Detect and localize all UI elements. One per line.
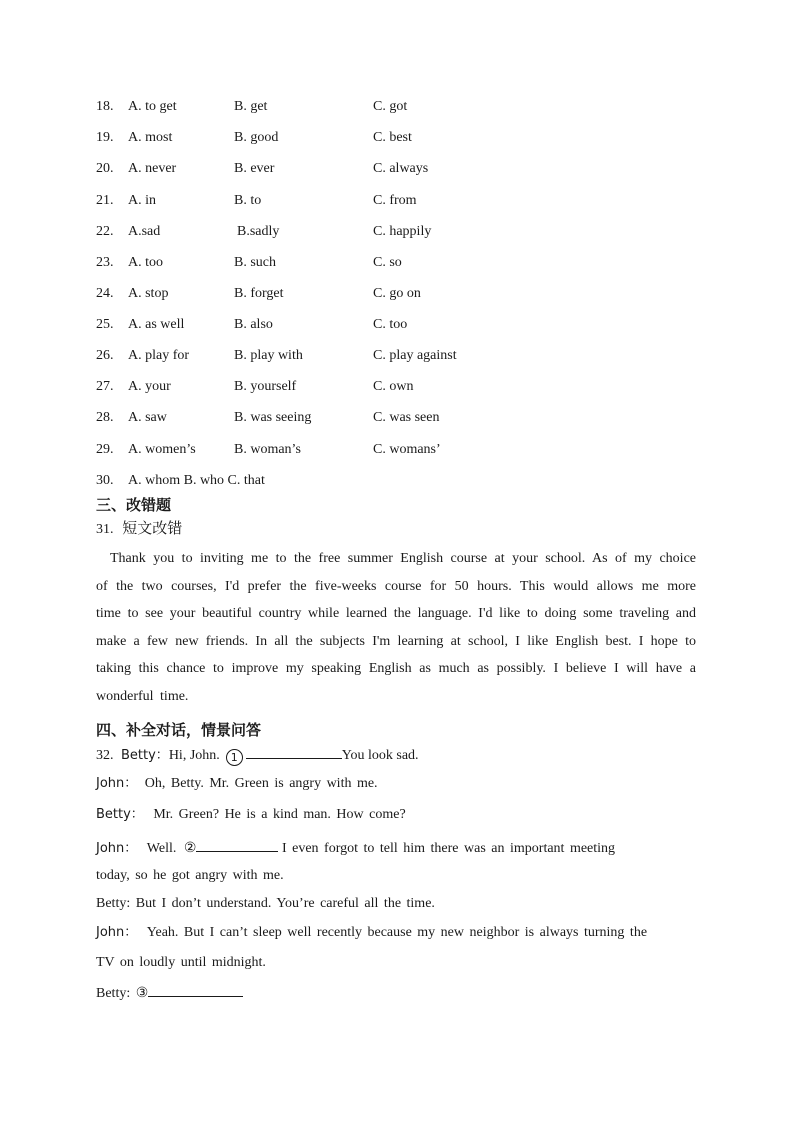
dialogue-text: I even forgot to tell him there was an important meeting bbox=[281, 841, 616, 856]
section-4-title: 四、补全对话，情景问答 bbox=[96, 721, 262, 739]
option-b: B. forget bbox=[234, 286, 284, 301]
question-number: 31. bbox=[96, 522, 114, 537]
question-30-options: A. whom B. who C. that bbox=[128, 473, 265, 488]
option-c: C. too bbox=[373, 317, 408, 332]
question-number: 21. bbox=[96, 193, 114, 208]
option-b: B.sadly bbox=[237, 224, 280, 239]
dialogue-text: You look sad. bbox=[341, 748, 419, 763]
option-b: B. was seeing bbox=[234, 410, 312, 425]
option-a: A. too bbox=[128, 255, 163, 270]
option-b: B. woman’s bbox=[234, 442, 301, 457]
question-number: 24. bbox=[96, 286, 114, 301]
option-c: C. got bbox=[373, 99, 408, 114]
option-b: B. play with bbox=[234, 348, 303, 363]
answer-blank-2[interactable] bbox=[196, 836, 278, 852]
option-a: A. play for bbox=[128, 348, 190, 363]
speaker-betty: Betty： bbox=[96, 807, 144, 822]
dialogue-line-6 bbox=[96, 894, 435, 914]
speaker-john: John： bbox=[96, 841, 138, 856]
question-number: 26. bbox=[96, 348, 114, 363]
option-b: B. ever bbox=[234, 161, 275, 176]
speaker-betty: Betty: bbox=[96, 986, 131, 1001]
dialogue-text: Oh, Betty. Mr. Green is angry with me. bbox=[144, 776, 378, 791]
question-number: 29. bbox=[96, 442, 114, 457]
option-a: A. your bbox=[128, 379, 171, 394]
question-number: 18. bbox=[96, 99, 114, 114]
option-c: C. so bbox=[373, 255, 402, 270]
option-a: A. stop bbox=[128, 286, 169, 301]
dialogue-line-7 bbox=[96, 923, 647, 943]
dialogue-text: Hi, John. bbox=[168, 748, 220, 763]
answer-blank-1[interactable] bbox=[246, 743, 342, 759]
option-a: A.sad bbox=[128, 224, 161, 239]
section-3-title: 三、改错题 bbox=[96, 496, 172, 514]
option-a: A. in bbox=[128, 193, 156, 208]
question-number: 25. bbox=[96, 317, 114, 332]
option-b: B. yourself bbox=[234, 379, 297, 394]
dialogue-line-1 bbox=[96, 743, 419, 763]
question-number: 20. bbox=[96, 161, 114, 176]
error-correction-passage: Thank you to inviting me to the free summer English course at your school. As of my choice of the two courses, I'd prefer the five-weeks course for 50 hours. This would allows me more time to see your beautiful country while learned the language. I'd like to doing some traveling and make a few new friends. In all the subjects I'm learning at school, I like English best. I hope to taking this chance to improve my speaking English as much as possibly. I believe I will have a wonderful time. bbox=[96, 551, 696, 704]
option-c: C. go on bbox=[373, 286, 421, 301]
option-b: B. such bbox=[234, 255, 276, 270]
question-number: 23. bbox=[96, 255, 114, 270]
dialogue-line-8 bbox=[96, 953, 266, 973]
blank-marker-1: 1 bbox=[226, 749, 243, 766]
question-number: 27. bbox=[96, 379, 114, 394]
speaker-betty: Betty： bbox=[121, 748, 169, 763]
option-a: A. never bbox=[128, 161, 177, 176]
blank-marker-3: ③ bbox=[135, 986, 149, 1001]
dialogue-text: But I don’t understand. You’re careful all the time. bbox=[135, 896, 435, 911]
speaker-john: John： bbox=[96, 925, 138, 940]
option-c: C. womans’ bbox=[373, 442, 441, 457]
dialogue-line-9 bbox=[96, 981, 243, 1001]
option-c: C. happily bbox=[373, 224, 432, 239]
dialogue-text: TV on loudly until midnight. bbox=[96, 955, 266, 970]
question-number: 30. bbox=[96, 473, 114, 488]
dialogue-line-5 bbox=[96, 866, 284, 886]
question-number: 19. bbox=[96, 130, 114, 145]
speaker-john: John： bbox=[96, 776, 138, 791]
dialogue-text: Mr. Green? He is a kind man. How come? bbox=[153, 807, 406, 822]
option-c: C. own bbox=[373, 379, 414, 394]
option-b: B. get bbox=[234, 99, 268, 114]
question-31-title: 短文改错 bbox=[122, 519, 183, 537]
question-number: 22. bbox=[96, 224, 114, 239]
question-31-label bbox=[96, 518, 182, 540]
option-b: B. to bbox=[234, 193, 262, 208]
dialogue-line-2 bbox=[96, 774, 378, 794]
blank-marker-2: ② bbox=[183, 841, 197, 856]
option-c: C. was seen bbox=[373, 410, 440, 425]
dialogue-text: today, so he got angry with me. bbox=[96, 868, 284, 883]
option-a: A. saw bbox=[128, 410, 167, 425]
option-a: A. most bbox=[128, 130, 173, 145]
dialogue-text: Well. bbox=[146, 841, 177, 856]
question-number: 28. bbox=[96, 410, 114, 425]
dialogue-line-4 bbox=[96, 836, 615, 856]
question-number: 32. bbox=[96, 748, 114, 763]
dialogue-text: Yeah. But I can’t sleep well recently because my new neighbor is always turning the bbox=[146, 925, 648, 940]
option-b: B. good bbox=[234, 130, 279, 145]
dialogue-line-3 bbox=[96, 805, 406, 825]
option-c: C. always bbox=[373, 161, 429, 176]
option-c: C. play against bbox=[373, 348, 457, 363]
option-a: A. women’s bbox=[128, 442, 196, 457]
answer-blank-3[interactable] bbox=[148, 981, 243, 997]
option-b: B. also bbox=[234, 317, 273, 332]
option-c: C. from bbox=[373, 193, 417, 208]
speaker-betty: Betty: bbox=[96, 896, 131, 911]
option-a: A. as well bbox=[128, 317, 185, 332]
option-c: C. best bbox=[373, 130, 412, 145]
option-a: A. to get bbox=[128, 99, 177, 114]
